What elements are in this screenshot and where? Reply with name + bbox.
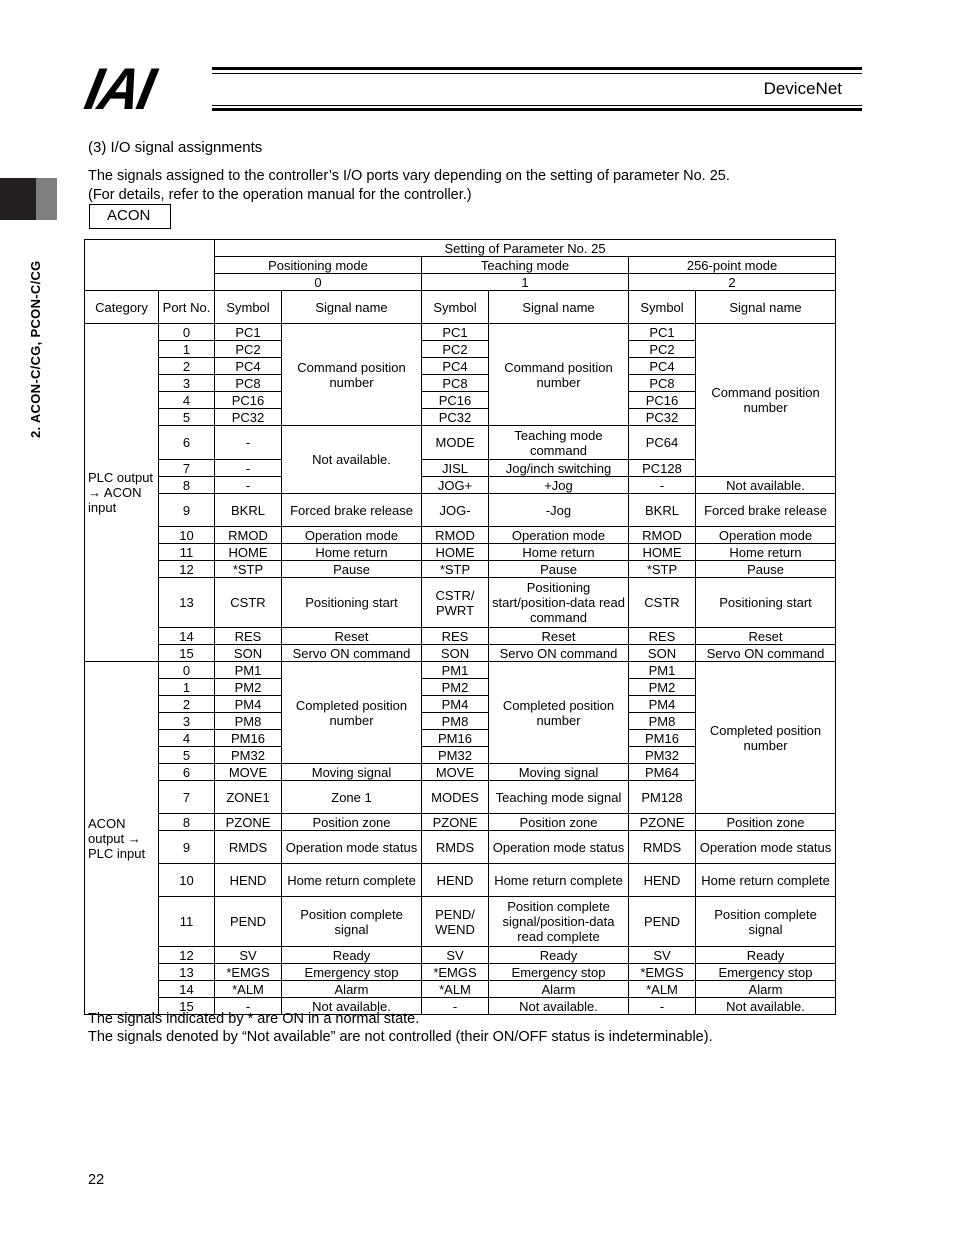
symbol-cell: -: [422, 998, 489, 1015]
header-rule: [212, 105, 862, 106]
signal-name-cell: Moving signal: [489, 764, 629, 781]
category-cell: ACON output → PLC input: [85, 662, 159, 1015]
iai-logo: IAI: [79, 55, 160, 122]
signal-name-cell: Position zone: [489, 814, 629, 831]
symbol-cell: CSTR/ PWRT: [422, 578, 489, 628]
header-rule: [212, 73, 862, 74]
chapter-tab-marker: [0, 178, 36, 220]
symbol-cell: PC4: [215, 358, 282, 375]
signal-name-cell: Completed position number: [696, 662, 836, 814]
blank-header-cell: [85, 240, 215, 291]
symbol-cell: *STP: [215, 561, 282, 578]
symbol-cell: PM32: [215, 747, 282, 764]
signal-name-cell: -Jog: [489, 494, 629, 527]
category-cell: PLC output → ACON input: [85, 324, 159, 662]
section-title: (3) I/O signal assignments: [88, 139, 263, 156]
symbol-cell: RMDS: [629, 831, 696, 864]
mode-header: 256-point mode: [629, 257, 836, 274]
table-row: [85, 477, 836, 494]
symbol-cell: PC2: [629, 341, 696, 358]
signal-name-cell: Ready: [696, 947, 836, 964]
table-row: [85, 494, 836, 527]
signal-name-cell: Forced brake release: [696, 494, 836, 527]
signal-name-cell: Pause: [696, 561, 836, 578]
symbol-cell: PZONE: [215, 814, 282, 831]
signal-name-cell: Positioning start: [696, 578, 836, 628]
symbol-cell: RES: [629, 628, 696, 645]
column-header-category: Category: [85, 291, 159, 324]
symbol-cell: *EMGS: [215, 964, 282, 981]
signal-name-cell: Position complete signal: [282, 897, 422, 947]
symbol-cell: PM1: [629, 662, 696, 679]
model-label-box: ACON: [89, 204, 171, 229]
symbol-cell: -: [215, 477, 282, 494]
signal-name-cell: Not available.: [489, 998, 629, 1015]
symbol-cell: PM16: [215, 730, 282, 747]
symbol-cell: PC16: [422, 392, 489, 409]
port-cell: 1: [159, 341, 215, 358]
signal-name-cell: Zone 1: [282, 781, 422, 814]
column-header-signal-name: Signal name: [696, 291, 836, 324]
port-cell: 13: [159, 964, 215, 981]
table-row: [85, 578, 836, 628]
table-row: [85, 831, 836, 864]
header-rule: [212, 108, 862, 111]
table-row: [85, 964, 836, 981]
symbol-cell: CSTR: [629, 578, 696, 628]
signal-name-cell: Home return: [282, 544, 422, 561]
port-cell: 3: [159, 375, 215, 392]
symbol-cell: PC16: [629, 392, 696, 409]
symbol-cell: -: [215, 426, 282, 460]
signal-name-cell: Not available.: [696, 998, 836, 1015]
signal-name-cell: Alarm: [696, 981, 836, 998]
column-header-port: Port No.: [159, 291, 215, 324]
symbol-cell: PZONE: [422, 814, 489, 831]
symbol-cell: -: [215, 460, 282, 477]
symbol-cell: PM4: [629, 696, 696, 713]
symbol-cell: HOME: [422, 544, 489, 561]
table-notes: [88, 1010, 713, 1046]
port-cell: 7: [159, 781, 215, 814]
symbol-cell: -: [629, 998, 696, 1015]
port-cell: 4: [159, 392, 215, 409]
signal-name-cell: Home return complete: [696, 864, 836, 897]
port-cell: 11: [159, 544, 215, 561]
column-header-signal-name: Signal name: [282, 291, 422, 324]
symbol-cell: MOVE: [422, 764, 489, 781]
symbol-cell: PM64: [629, 764, 696, 781]
signal-name-cell: +Jog: [489, 477, 629, 494]
note: The signals denoted by “Not available” are not controlled (their ON/OFF status is indeterminable).: [88, 1029, 713, 1045]
signal-name-cell: Forced brake release: [282, 494, 422, 527]
signal-name-cell: Not available.: [696, 477, 836, 494]
symbol-cell: CSTR: [215, 578, 282, 628]
symbol-cell: PC2: [422, 341, 489, 358]
symbol-cell: PM2: [629, 679, 696, 696]
signal-name-cell: Operation mode status: [489, 831, 629, 864]
symbol-cell: HOME: [629, 544, 696, 561]
symbol-cell: MODES: [422, 781, 489, 814]
mode-value: 2: [629, 274, 836, 291]
symbol-cell: JISL: [422, 460, 489, 477]
symbol-cell: PM16: [629, 730, 696, 747]
chapter-tab-marker: [36, 178, 57, 220]
signal-name-cell: Operation mode status: [282, 831, 422, 864]
signal-name-cell: Positioning start: [282, 578, 422, 628]
symbol-cell: PM128: [629, 781, 696, 814]
symbol-cell: PEND/ WEND: [422, 897, 489, 947]
signal-name-cell: Home return: [489, 544, 629, 561]
symbol-cell: HEND: [215, 864, 282, 897]
signal-name-cell: Emergency stop: [696, 964, 836, 981]
column-header-symbol: Symbol: [422, 291, 489, 324]
table-row: [85, 981, 836, 998]
signal-name-cell: Servo ON command: [282, 645, 422, 662]
signal-name-cell: Reset: [696, 628, 836, 645]
table-row: [85, 544, 836, 561]
port-cell: 9: [159, 494, 215, 527]
signal-name-cell: Operation mode: [489, 527, 629, 544]
port-cell: 3: [159, 713, 215, 730]
symbol-cell: *STP: [422, 561, 489, 578]
signal-name-cell: Pause: [282, 561, 422, 578]
column-header-symbol: Symbol: [215, 291, 282, 324]
symbol-cell: RMOD: [422, 527, 489, 544]
symbol-cell: SON: [422, 645, 489, 662]
symbol-cell: SV: [629, 947, 696, 964]
mode-header: Positioning mode: [215, 257, 422, 274]
port-cell: 15: [159, 998, 215, 1015]
port-cell: 7: [159, 460, 215, 477]
signal-name-cell: Home return complete: [282, 864, 422, 897]
symbol-cell: PC1: [422, 324, 489, 341]
param-header: Setting of Parameter No. 25: [215, 240, 836, 257]
symbol-cell: *ALM: [215, 981, 282, 998]
signal-name-cell: Operation mode: [696, 527, 836, 544]
signal-name-cell: Position complete signal/position-data read complete: [489, 897, 629, 947]
symbol-cell: PC8: [215, 375, 282, 392]
symbol-cell: JOG-: [422, 494, 489, 527]
column-header-signal-name: Signal name: [489, 291, 629, 324]
symbol-cell: PC1: [629, 324, 696, 341]
port-cell: 1: [159, 679, 215, 696]
table-row: [85, 324, 836, 341]
symbol-cell: PC32: [215, 409, 282, 426]
port-cell: 0: [159, 324, 215, 341]
symbol-cell: BKRL: [215, 494, 282, 527]
table-row: [85, 814, 836, 831]
signal-name-cell: Completed position number: [282, 662, 422, 764]
port-cell: 10: [159, 527, 215, 544]
port-cell: 6: [159, 764, 215, 781]
symbol-cell: PM8: [215, 713, 282, 730]
signal-name-cell: Emergency stop: [282, 964, 422, 981]
page-number: 22: [88, 1172, 105, 1188]
symbol-cell: *ALM: [629, 981, 696, 998]
symbol-cell: RES: [215, 628, 282, 645]
symbol-cell: PZONE: [629, 814, 696, 831]
symbol-cell: PC8: [629, 375, 696, 392]
port-cell: 14: [159, 981, 215, 998]
symbol-cell: JOG+: [422, 477, 489, 494]
signal-name-cell: Operation mode: [282, 527, 422, 544]
symbol-cell: RMOD: [629, 527, 696, 544]
signal-name-cell: Ready: [489, 947, 629, 964]
chapter-label: 2. ACON-C/CG, PCON-C/CG: [28, 260, 43, 438]
signal-name-cell: Alarm: [489, 981, 629, 998]
symbol-cell: -: [629, 477, 696, 494]
signal-name-cell: Completed position number: [489, 662, 629, 764]
symbol-cell: RES: [422, 628, 489, 645]
port-cell: 6: [159, 426, 215, 460]
symbol-cell: MOVE: [215, 764, 282, 781]
port-cell: 12: [159, 561, 215, 578]
table-row: [85, 645, 836, 662]
signal-name-cell: Teaching mode signal: [489, 781, 629, 814]
signal-name-cell: Emergency stop: [489, 964, 629, 981]
symbol-cell: SV: [215, 947, 282, 964]
signal-name-cell: Pause: [489, 561, 629, 578]
signal-name-cell: Servo ON command: [696, 645, 836, 662]
signal-name-cell: Ready: [282, 947, 422, 964]
port-cell: 15: [159, 645, 215, 662]
signal-name-cell: Jog/inch switching: [489, 460, 629, 477]
port-cell: 5: [159, 747, 215, 764]
table-row: [85, 561, 836, 578]
signal-name-cell: Not available.: [282, 426, 422, 494]
table-row: [85, 864, 836, 897]
symbol-cell: PC128: [629, 460, 696, 477]
symbol-cell: PEND: [629, 897, 696, 947]
table-row: [85, 628, 836, 645]
symbol-cell: PM32: [629, 747, 696, 764]
symbol-cell: SON: [215, 645, 282, 662]
port-cell: 5: [159, 409, 215, 426]
symbol-cell: ZONE1: [215, 781, 282, 814]
symbol-cell: PC8: [422, 375, 489, 392]
table-row: [85, 947, 836, 964]
mode-value: 0: [215, 274, 422, 291]
signal-name-cell: Command position number: [282, 324, 422, 426]
symbol-cell: PC64: [629, 426, 696, 460]
symbol-cell: BKRL: [629, 494, 696, 527]
symbol-cell: RMDS: [215, 831, 282, 864]
port-cell: 10: [159, 864, 215, 897]
symbol-cell: PC2: [215, 341, 282, 358]
signal-name-cell: Servo ON command: [489, 645, 629, 662]
io-signal-table: [84, 239, 836, 1015]
intro-text: [88, 167, 730, 205]
note: The signals indicated by * are ON in a normal state.: [88, 1011, 420, 1027]
symbol-cell: PC32: [422, 409, 489, 426]
product-name: DeviceNet: [763, 79, 842, 98]
signal-name-cell: Moving signal: [282, 764, 422, 781]
symbol-cell: PM4: [215, 696, 282, 713]
signal-name-cell: Position complete signal: [696, 897, 836, 947]
table-row: [85, 662, 836, 679]
signal-name-cell: Command position number: [696, 324, 836, 477]
symbol-cell: -: [215, 998, 282, 1015]
symbol-cell: PC4: [422, 358, 489, 375]
signal-name-cell: Operation mode status: [696, 831, 836, 864]
symbol-cell: HOME: [215, 544, 282, 561]
symbol-cell: *ALM: [422, 981, 489, 998]
symbol-cell: *EMGS: [422, 964, 489, 981]
mode-value: 1: [422, 274, 629, 291]
signal-name-cell: Teaching mode command: [489, 426, 629, 460]
intro-line: The signals assigned to the controller’s I/O ports vary depending on the setting of parameter No. 25.: [88, 168, 730, 184]
symbol-cell: PC32: [629, 409, 696, 426]
port-cell: 0: [159, 662, 215, 679]
signal-name-cell: Alarm: [282, 981, 422, 998]
table-row: [85, 527, 836, 544]
port-cell: 8: [159, 814, 215, 831]
port-cell: 4: [159, 730, 215, 747]
symbol-cell: PM2: [215, 679, 282, 696]
symbol-cell: PEND: [215, 897, 282, 947]
intro-line: (For details, refer to the operation manual for the controller.): [88, 187, 472, 203]
signal-name-cell: Reset: [489, 628, 629, 645]
symbol-cell: SON: [629, 645, 696, 662]
symbol-cell: RMDS: [422, 831, 489, 864]
port-cell: 2: [159, 696, 215, 713]
column-header-symbol: Symbol: [629, 291, 696, 324]
port-cell: 9: [159, 831, 215, 864]
signal-name-cell: Position zone: [282, 814, 422, 831]
symbol-cell: PC4: [629, 358, 696, 375]
symbol-cell: PM2: [422, 679, 489, 696]
signal-name-cell: Command position number: [489, 324, 629, 426]
symbol-cell: PM8: [422, 713, 489, 730]
signal-name-cell: Reset: [282, 628, 422, 645]
port-cell: 12: [159, 947, 215, 964]
symbol-cell: PM16: [422, 730, 489, 747]
symbol-cell: PM32: [422, 747, 489, 764]
port-cell: 14: [159, 628, 215, 645]
port-cell: 13: [159, 578, 215, 628]
signal-name-cell: Home return complete: [489, 864, 629, 897]
symbol-cell: HEND: [422, 864, 489, 897]
symbol-cell: PC16: [215, 392, 282, 409]
symbol-cell: PC1: [215, 324, 282, 341]
symbol-cell: PM4: [422, 696, 489, 713]
port-cell: 2: [159, 358, 215, 375]
symbol-cell: RMOD: [215, 527, 282, 544]
symbol-cell: HEND: [629, 864, 696, 897]
symbol-cell: PM8: [629, 713, 696, 730]
signal-name-cell: Positioning start/position-data read command: [489, 578, 629, 628]
symbol-cell: *STP: [629, 561, 696, 578]
symbol-cell: PM1: [422, 662, 489, 679]
port-cell: 11: [159, 897, 215, 947]
signal-name-cell: Home return: [696, 544, 836, 561]
signal-name-cell: Position zone: [696, 814, 836, 831]
mode-header: Teaching mode: [422, 257, 629, 274]
symbol-cell: PM1: [215, 662, 282, 679]
signal-name-cell: Not available.: [282, 998, 422, 1015]
port-cell: 8: [159, 477, 215, 494]
header-rule: [212, 67, 862, 70]
table-row: [85, 897, 836, 947]
symbol-cell: SV: [422, 947, 489, 964]
symbol-cell: MODE: [422, 426, 489, 460]
symbol-cell: *EMGS: [629, 964, 696, 981]
